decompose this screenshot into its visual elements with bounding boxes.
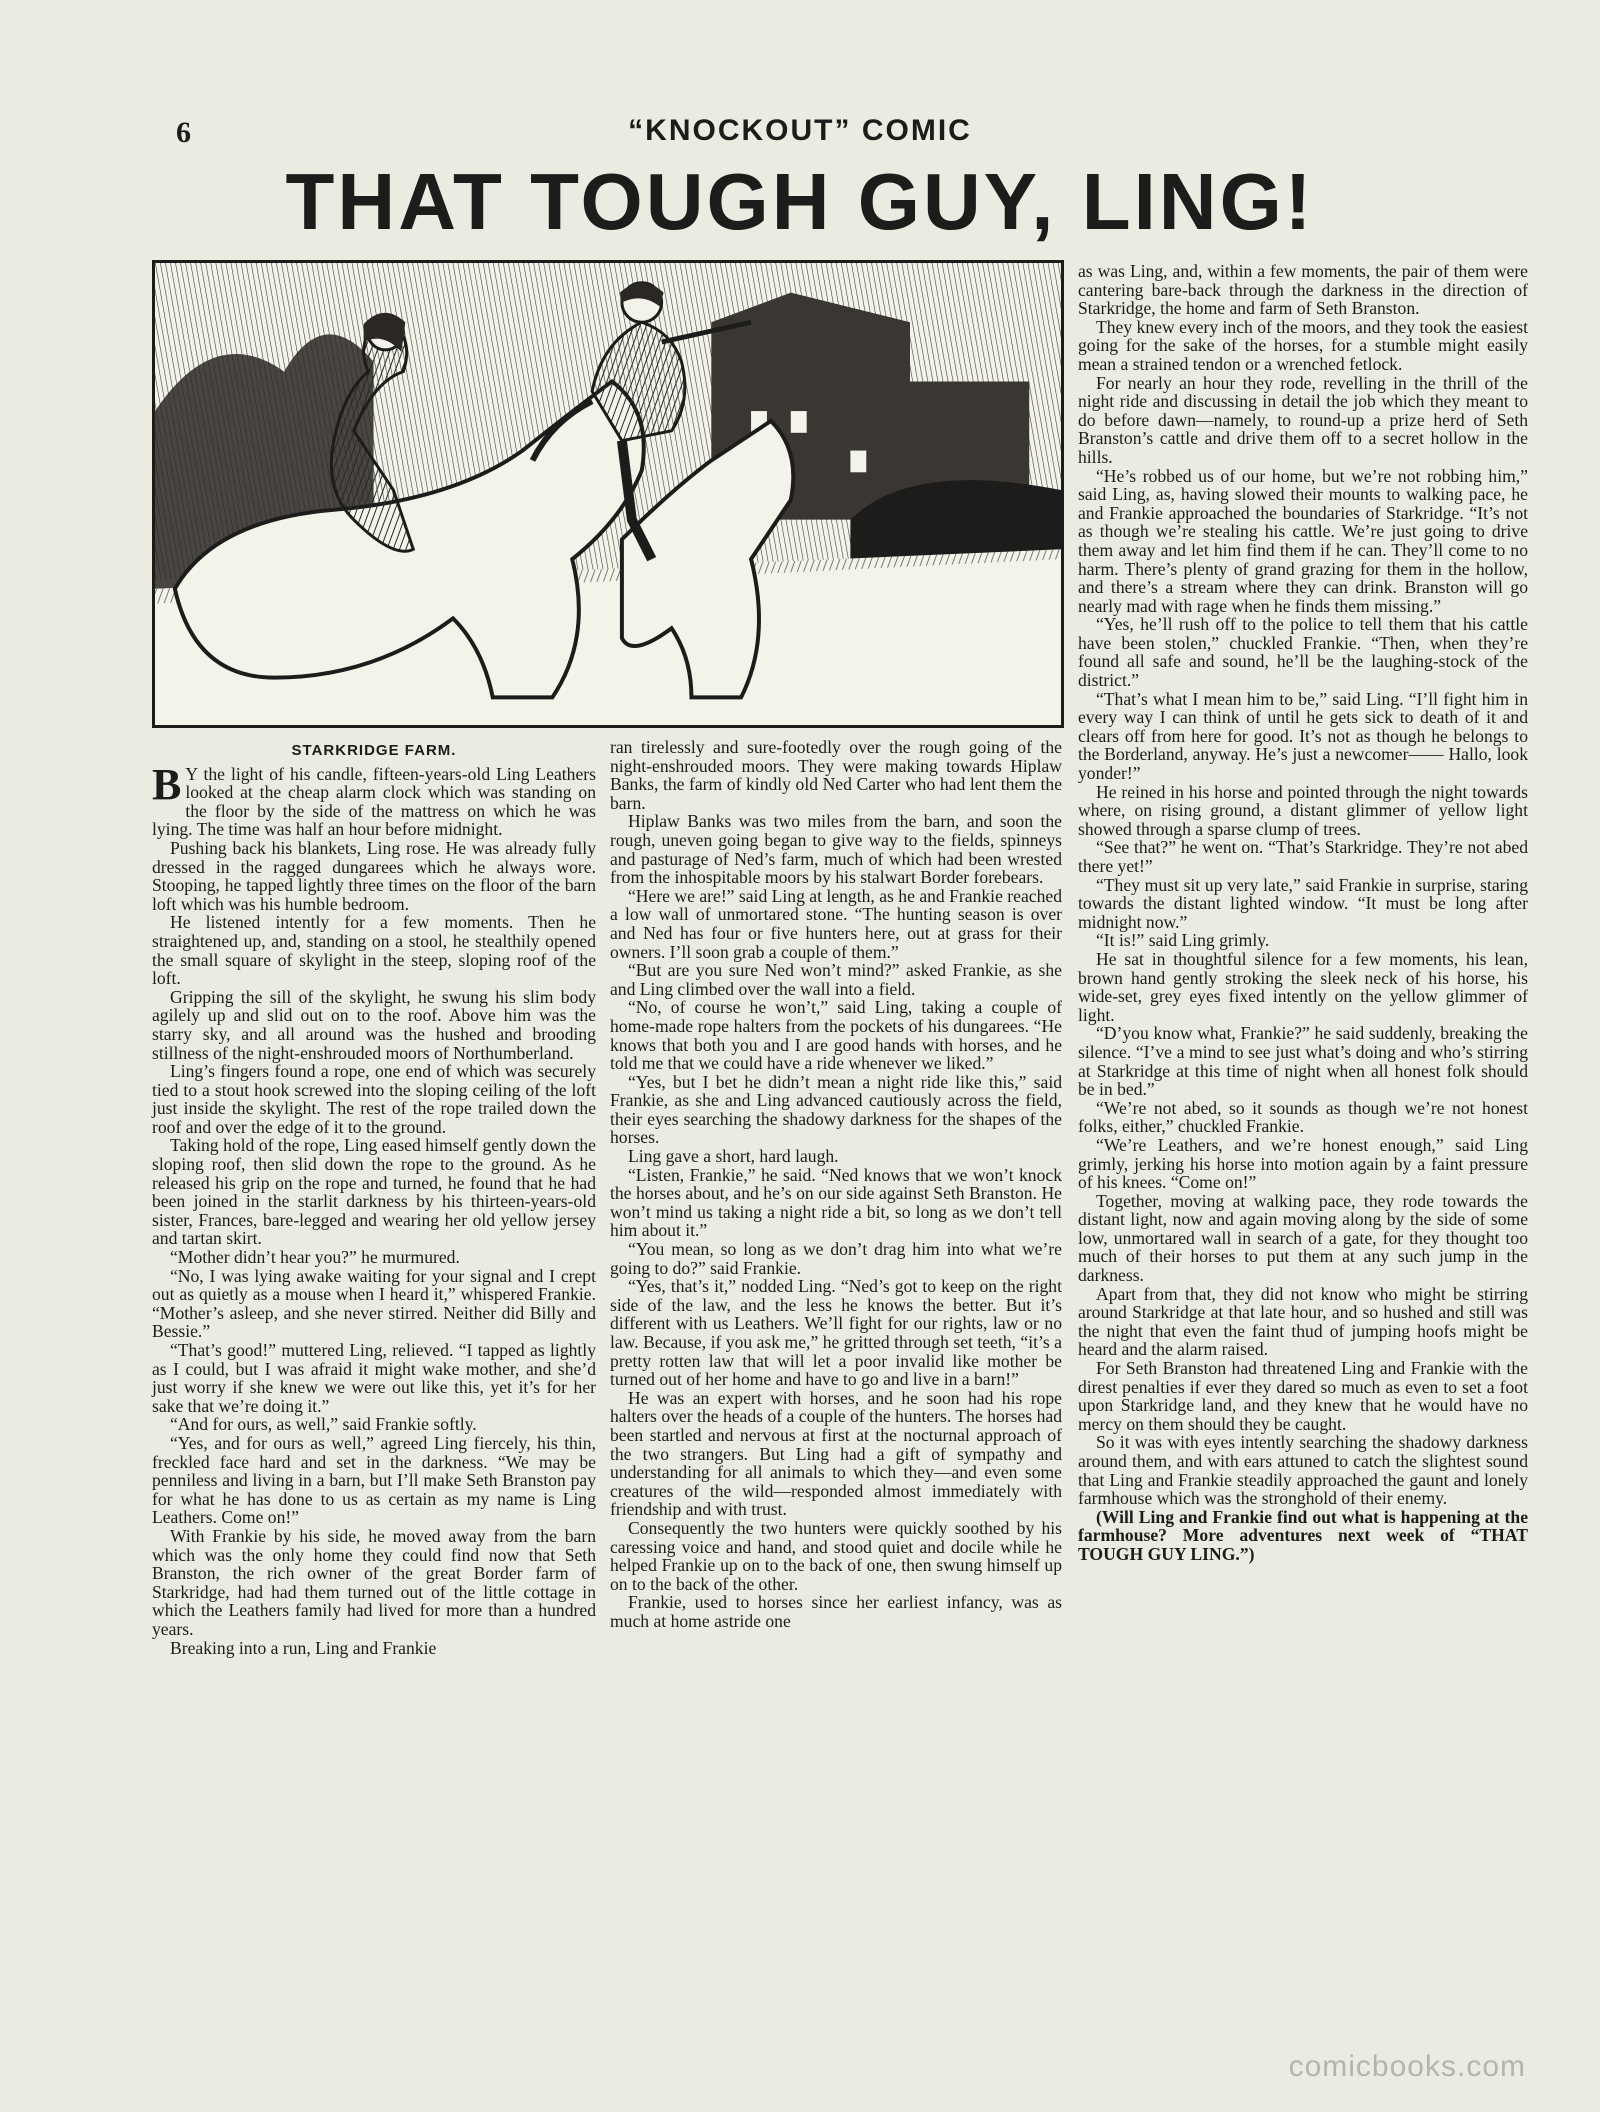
story-title: THAT TOUGH GUY, LING! — [285, 157, 1315, 246]
paragraph: For nearly an hour they rode, revelling in the thrill of the night ride and discussing in detail the job which they meant to do before dawn—namely, to round-up a prize herd of Seth Branston’s cattle and drive them off to a secret hollow in the hills. — [1078, 372, 1528, 467]
paragraph: “Yes, and for ours as well,” agreed Ling fiercely, his thin, freckled face hard and set in the darkness. “We may be penniless and living in a barn, but I’ll make Seth Branston pay for what he has done to us as certain as my name is Ling Leathers. Come on!” — [152, 1432, 596, 1528]
paragraph: For Seth Branston had threatened Ling and Frankie with the direst penalties if ever they dared so much as even to set a foot upon Starkridge land, and they knew that he would have no mercy on them should they be caught. — [1078, 1358, 1528, 1434]
paragraph: With Frankie by his side, he moved away from the barn which was the only home they could find now that Seth Branston, the rich owner of the great Border farm of Starkridge, had had them turned out of the little cottage in which the Leathers family had lived for more than a hundred years. — [152, 1525, 596, 1639]
paragraph: He listened intently for a few moments. Then he straightened up, and, standing on a stool, he stealthily opened the small square of skylight in the steep, sloping roof of the loft. — [152, 912, 596, 989]
paragraph: “You mean, so long as we don’t drag him into what we’re going to do?” said Frankie. — [610, 1239, 1062, 1278]
paragraph: as was Ling, and, within a few moments, the pair of them were cantering bare-back through the darkness in the direction of Starkridge, the home and farm of Seth Branston. — [1078, 261, 1528, 319]
story-illustration — [152, 260, 1064, 728]
paragraph — [152, 759, 596, 840]
drop-cap: B — [152, 759, 182, 809]
paragraph: “Mother didn’t hear you?” he murmured. — [170, 1247, 460, 1268]
paragraph: Consequently the two hunters were quickly soothed by his caressing voice and hand, and stood quiet and docile while he helped Frankie up on to the back of one, then swung himself up on to the back of the other. — [610, 1517, 1062, 1594]
paragraph: Together, moving at walking pace, they rode towards the distant light, now and again moving along by the side of some low, unmortared wall in search of a gate, for they thought too much of their horses to put them at any such jump in the darkness. — [1078, 1190, 1528, 1286]
column-1 — [152, 730, 596, 1657]
paragraph: “Yes, he’ll rush off to the police to tell them that his cattle have been stolen,” chuckled Frankie. “Then, when they’re found all safe and sound, he’ll be the laughing-stock of the district.” — [1078, 614, 1528, 691]
paragraph: “We’re Leathers, and we’re honest enough,” said Ling grimly, jerking his horse into motion again by a faint pressure of his knees. “Come on!” — [1078, 1134, 1528, 1193]
paragraph: He was an expert with horses, and he soon had his rope halters over the heads of a couple of the hunters. The horses had been startled and nervous at first at the nocturnal approach of the two strangers. But Ling had a gift of sympathy and understanding for all animals to which they—and even some creatures of the wild—responded almost immediately with friendship and with trust. — [610, 1387, 1062, 1520]
paragraph: “No, I was lying awake waiting for your signal and I crept out as quietly as a mouse when I heard it,” whispered Frankie. “Mother’s asleep, and she never stirred. Neither did Billy and Bessie.” — [152, 1265, 596, 1342]
paragraph: Ling gave a short, hard laugh. — [628, 1146, 839, 1167]
column-2 — [610, 738, 1062, 1631]
paragraph: “Listen, Frankie,” he said. “Ned knows that we won’t knock the horses about, and he’s on our side against Seth Branston. He won’t mind us taking a night ride a bit, so long as we don’t tell him about it.” — [610, 1164, 1062, 1241]
paragraph: “He’s robbed us of our home, but we’re not robbing him,” said Ling, as, having slowed their mounts to walking pace, he and Frankie approached the boundaries of Starkridge. “It’s not as though we’re stealing his cattle. We’re just going to drive them away and let him find them if he can. They’ll come to no harm. There’s plenty of grand grazing for them in the hollow, and there’s a stream where they can drink. Branston will go nearly mad with rage when he finds them missing.” — [1078, 465, 1528, 616]
paragraph: “No, of course he won’t,” said Ling, taking a couple of home-made rope halters from the pockets of his dungarees. “He knows that both you and I are good hands with horses, and he told me that we could have a ride whenever we liked.” — [610, 997, 1062, 1074]
paragraph: “Yes, that’s it,” nodded Ling. “Ned’s got to keep on the right side of the law, and the less he knows the better. But it’s different with us Leathers. We’ll fight for our rights, law or no law. Because, if you ask me,” he gritted through set teeth, “it’s a pretty rotten law that will let a poor invalid like mother be turned out of her home and have to go and live in a barn!” — [610, 1276, 1062, 1390]
paragraph: ran tirelessly and sure-footedly over the rough going of the night-enshrouded moors. They were making towards Hiplaw Banks, the farm of kindly old Ned Carter who had lent them the barn. — [610, 737, 1062, 813]
paragraph-text: Y the light of his candle, fifteen-years-old Ling Leathers looked at the cheap alarm clock which was standing on the floor by the side of the mattress on which he was lying. The time was half an hour before midnight. — [152, 763, 596, 840]
paragraph: “Yes, but I bet he didn’t mean a night ride like this,” said Frankie, as she and Ling advanced cautiously across the field, their eyes searching the shadowy darkness for the shapes of the horses. — [610, 1071, 1062, 1148]
page-number: 6 — [176, 116, 191, 149]
paragraph: Ling’s fingers found a rope, one end of which was securely tied to a stout hook screwed into the sloping ceiling of the loft just inside the skylight. The rest of the rope trailed down the roof and over the edge of it to the ground. — [152, 1061, 596, 1137]
paragraph: “D’you know what, Frankie?” he said suddenly, breaking the silence. “I’ve a mind to see just what’s doing and who’s stirring at Starkridge at this time of night when all honest folk should be in bed.” — [1078, 1023, 1528, 1100]
section-heading: STARKRIDGE FARM. — [291, 742, 457, 759]
paragraph: “But are you sure Ned won’t mind?” asked Frankie, as she and Ling climbed over the wall into a field. — [610, 960, 1062, 999]
running-head: “KNOCKOUT” COMIC — [628, 114, 972, 147]
paragraph: “It is!” said Ling grimly. — [1096, 930, 1270, 951]
paragraph: Frankie, used to horses since her earliest infancy, was as much at home astride one — [610, 1592, 1062, 1631]
paragraph: “See that?” he went on. “That’s Starkridge. They’re not abed there yet!” — [1078, 837, 1528, 876]
next-week-teaser: (Will Ling and Frankie find out what is happening at the farmhouse? More adventures next week of “THAT TOUGH GUY LING.”) — [1078, 1506, 1528, 1564]
paragraph: “They must sit up very late,” said Frankie in surprise, staring towards the distant lighted window. “It must be long after midnight now.” — [1078, 874, 1528, 932]
paragraph: Breaking into a run, Ling and Frankie — [170, 1637, 437, 1658]
paragraph: Pushing back his blankets, Ling rose. He was already fully dressed in the ragged dungarees which he always wore. Stooping, he tapped lightly three times on the floor of the barn loft which was his humble bedroom. — [152, 837, 596, 914]
paragraph: He reined in his horse and pointed through the night towards where, on rising ground, a distant glimmer of yellow light showed through a sparse clump of trees. — [1078, 781, 1528, 839]
site-watermark: comicbooks.com — [1288, 2050, 1526, 2083]
paragraph: Apart from that, they did not know who might be stirring around Starkridge at that late hour, and so hushed and still was the night that even the faint thud of jumping hoofs might be heard and the alarm raised. — [1078, 1283, 1528, 1360]
paragraph: “That’s what I mean him to be,” said Ling. “I’ll fight him in every way I can think of until he gets sick to death of it and clears off from here for good. It’s not as though he belongs to the Borderland, anyway. He’s just a newcomer—— Hallo, look yonder!” — [1078, 688, 1528, 784]
paragraph: They knew every inch of the moors, and they took the easiest going for the sake of the horses, for a stumble might easily mean a strained tendon or a wrenched fetlock. — [1078, 316, 1528, 374]
paragraph: “Here we are!” said Ling at length, as he and Frankie reached a low wall of unmortared stone. “The hunting season is over and Ned has four or five hunters here, out at grass for their owners. I’ll soon grab a couple of them.” — [610, 885, 1062, 962]
column-3 — [1078, 262, 1528, 1564]
paragraph: He sat in thoughtful silence for a few moments, his lean, brown hand gently stroking the sleek neck of his horse, his wide-set, grey eyes fixed intently on the yellow glimmer of light. — [1078, 948, 1528, 1025]
paragraph: Hiplaw Banks was two miles from the barn, and soon the rough, uneven going began to give way to the fields, spinneys and pasturage of Ned’s farm, much of which had been wrested from the inhospitable moors by his stalwart Border forebears. — [610, 811, 1062, 888]
paragraph: So it was with eyes intently searching the shadowy darkness around them, and with ears attuned to catch the slightest sound that Ling and Frankie steadily approached the gaunt and lonely farmhouse which was the stronghold of their enemy. — [1078, 1432, 1528, 1509]
paragraph: “That’s good!” muttered Ling, relieved. “I tapped as lightly as I could, but I was afraid it might wake mother, and she’d just worry if she knew we were out like this, yet it’s for her sake that we’re doing it.” — [152, 1340, 596, 1416]
paragraph: Gripping the sill of the skylight, he swung his slim body agilely up and slid out on to the roof. Above him was the starry sky, and all around was the hushed and brooding stillness of the night-enshrouded moors of Northumberland. — [152, 986, 596, 1063]
paragraph: “We’re not abed, so it sounds as though we’re not honest folks, either,” chuckled Frankie. — [1078, 1097, 1528, 1137]
paragraph: Taking hold of the rope, Ling eased himself gently down the sloping roof, then slid down the rope to the ground. As he released his grip on the rope and turned, he found that he had been joined in the starlit darkness by his thirteen-years-old sister, Frances, bare-legged and wearing her old yellow jersey and tartan skirt. — [152, 1135, 596, 1249]
paragraph: “And for ours, as well,” said Frankie softly. — [170, 1414, 477, 1435]
